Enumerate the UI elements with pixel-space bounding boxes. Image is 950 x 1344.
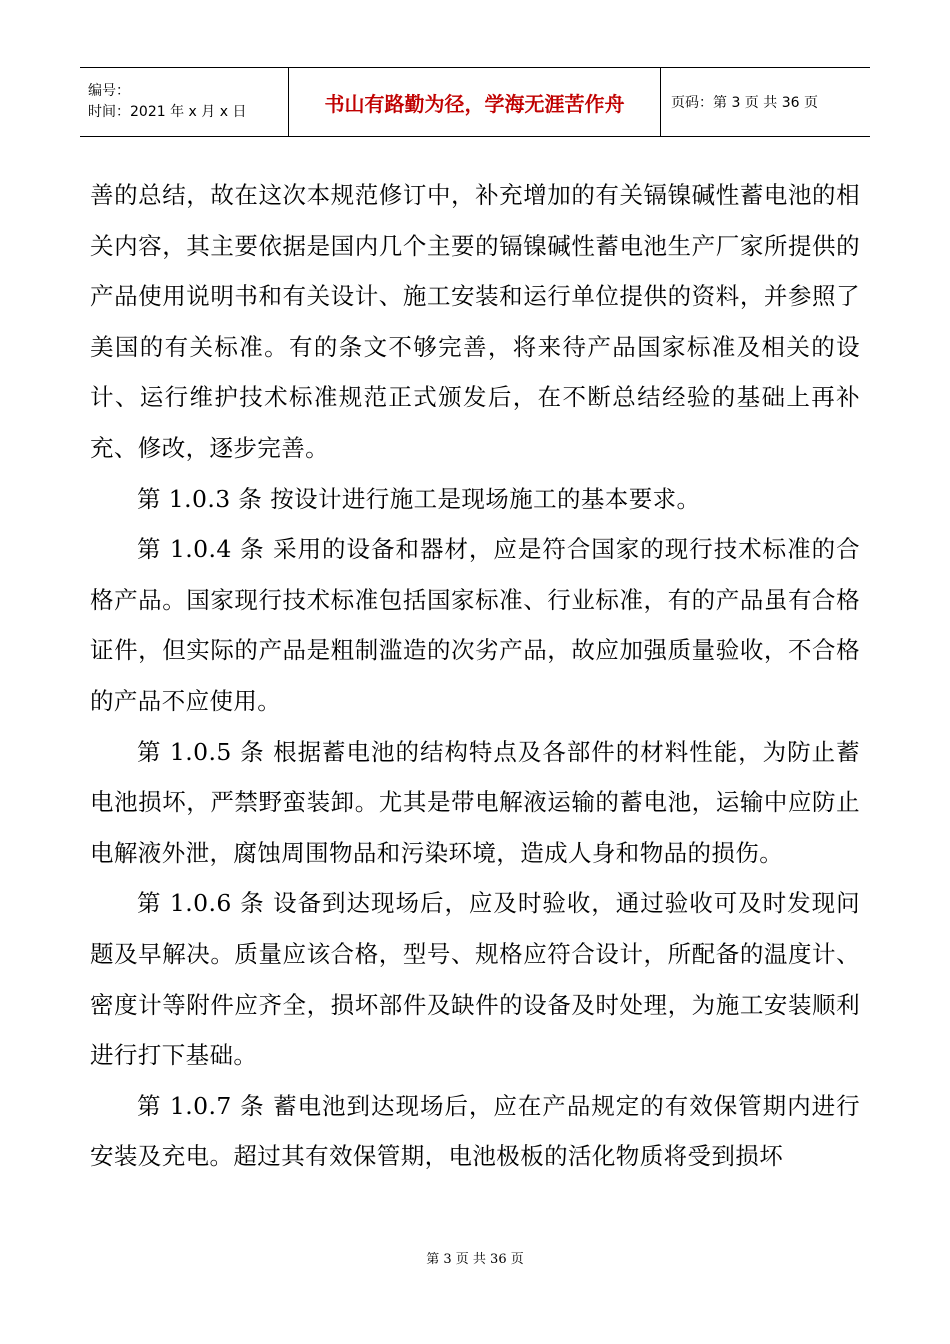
- paragraph-article-1-0-5: 第 1.0.5 条 根据蓄电池的结构特点及各部件的材料性能，为防止蓄电池损坏，严禁野蛮装卸。尤其是带电解液运输的蓄电池，运输中应防止电解液外泄，腐蚀周围物品和污染环境，造成人身和物品的损伤。: [90, 737, 860, 867]
- paragraph-continued: 善的总结，故在这次本规范修订中，补充增加的有关镉镍碱性蓄电池的相关内容，其主要依据是国内几个主要的镉镍碱性蓄电池生产厂家所提供的产品使用说明书和有关设计、施工安装和运行单位提供的资料，并参照了美国的有关标准。有的条文不够完善，将来待产品国家标准及相关的设计、运行维护技术标准规范正式颁发后，在不断总结经验的基础上再补充、修改，逐步完善。: [90, 181, 860, 462]
- header-motto: 书山有路勤为径，学海无涯苦作舟: [289, 68, 661, 137]
- header-table: [80, 67, 870, 137]
- header-page-info: 页码：第 3 页 共 36 页: [661, 68, 871, 137]
- header-meta: [80, 68, 289, 137]
- paragraph-article-1-0-6: 第 1.0.6 条 设备到达现场后，应及时验收，通过验收可及时发现问题及早解决。质量应该合格，型号、规格应符合设计，所配备的温度计、密度计等附件应齐全，损坏部件及缺件的设备及时处理，为施工安装顺利进行打下基础。: [90, 889, 860, 1070]
- document-number-label: 编号：: [88, 83, 130, 99]
- paragraph-article-1-0-3: 第 1.0.3 条 按设计进行施工是现场施工的基本要求。: [137, 484, 701, 513]
- document-time-label: 时间：2021 年 x 月 x 日: [88, 104, 247, 120]
- page-footer: 第 3 页 共 36 页: [426, 1252, 524, 1267]
- paragraph-article-1-0-4: 第 1.0.4 条 采用的设备和器材，应是符合国家的现行技术标准的合格产品。国家现行技术标准包括国家标准、行业标准，有的产品虽有合格证件，但实际的产品是粗制滥造的次劣产品，故应加强质量验收，不合格的产品不应使用。: [90, 535, 860, 715]
- paragraph-article-1-0-7: 第 1.0.7 条 蓄电池到达现场后，应在产品规定的有效保管期内进行安装及充电。超过其有效保管期，电池极板的活化物质将受到损坏: [90, 1091, 860, 1171]
- document-body: [90, 170, 860, 1182]
